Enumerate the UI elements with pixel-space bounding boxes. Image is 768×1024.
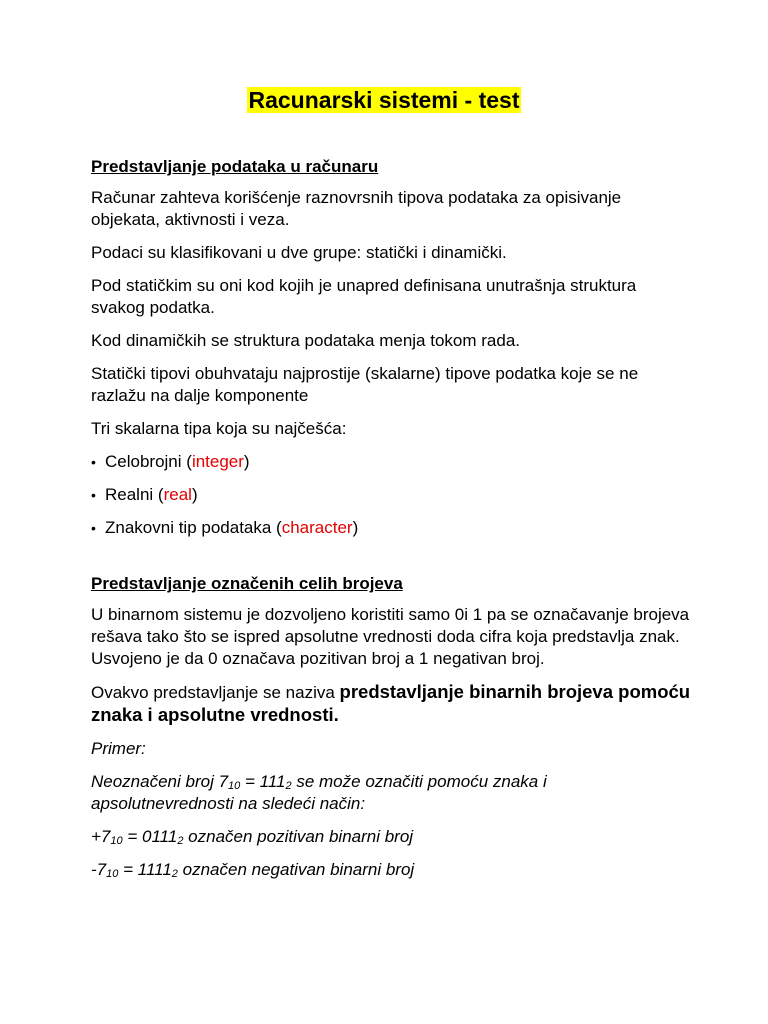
bullet-icon: • [91,454,96,470]
list-item-text: Realni (real) [105,485,198,504]
list-item [91,484,691,506]
definition-bold: predstavljanje binarnih brojeva pomoću znaka i apsolutne vrednosti. [91,681,691,725]
section2-paragraph-1: U binarnom sistemu je dozvoljeno koristiti samo 0i 1 pa se označavanje brojeva rešava tako što se ispred apsolutne vrednosti doda cifra koja predstavlja znak. Usvojeno je da 0 označava pozitivan broj a 1 negativan broj. [91,605,690,668]
list-item-text: Znakovni tip podataka (character) [105,518,359,537]
bullet-icon: • [91,520,96,536]
example-label: Primer: [91,739,146,758]
page-title: Racunarski sistemi - test [248,87,520,113]
term-integer: integer [191,452,244,471]
section1-paragraph-5: Statički tipovi obuhvataju najprostije (skalarne) tipove podatka koje se ne razlažu na dalje komponente [91,364,639,405]
section1-paragraph-6: Tri skalarna tipa koja su najčešća: [91,419,347,438]
section1-heading: Predstavljanje podataka u računaru [91,157,379,176]
section2-paragraph-2: Ovakvo predstavljanje se naziva predstavljanje binarnih brojeva pomoću znaka i apsolutne vrednosti. [91,681,691,725]
section2-heading: Predstavljanje označenih celih brojeva [91,574,403,593]
list-item [91,517,691,539]
term-character: character [281,518,353,537]
example-line-3: $-7_{10} = 1111_2$ označen negativan binarni broj [91,860,415,880]
term-real: real [163,485,192,504]
example-line-1: Neoznačeni broj $7_{10} = 111_2$ se može označiti pomoću znaka i apsolutnevrednosti na sledeći način: [91,772,547,813]
section1-paragraph-3: Pod statičkim su oni kod kojih je unapred definisana unutrašnja struktura svakog podatka. [91,276,637,317]
scalar-types-list [91,451,691,539]
list-item-text: Celobrojni (integer) [105,452,250,471]
section1-paragraph-2: Podaci su klasifikovani u dve grupe: statički i dinamički. [91,243,507,262]
section1-paragraph-4: Kod dinamičkih se struktura podataka menja tokom rada. [91,331,521,350]
section1-paragraph-1: Računar zahteva korišćenje raznovrsnih tipova podataka za opisivanje objekata, aktivnosti i veza. [91,188,622,229]
title-wrap [0,86,768,114]
list-item [91,451,691,473]
bullet-icon: • [91,487,96,503]
example-line-2: $+7_{10} = 0111_2$ označen pozitivan binarni broj [91,827,414,847]
document-body [91,156,691,892]
